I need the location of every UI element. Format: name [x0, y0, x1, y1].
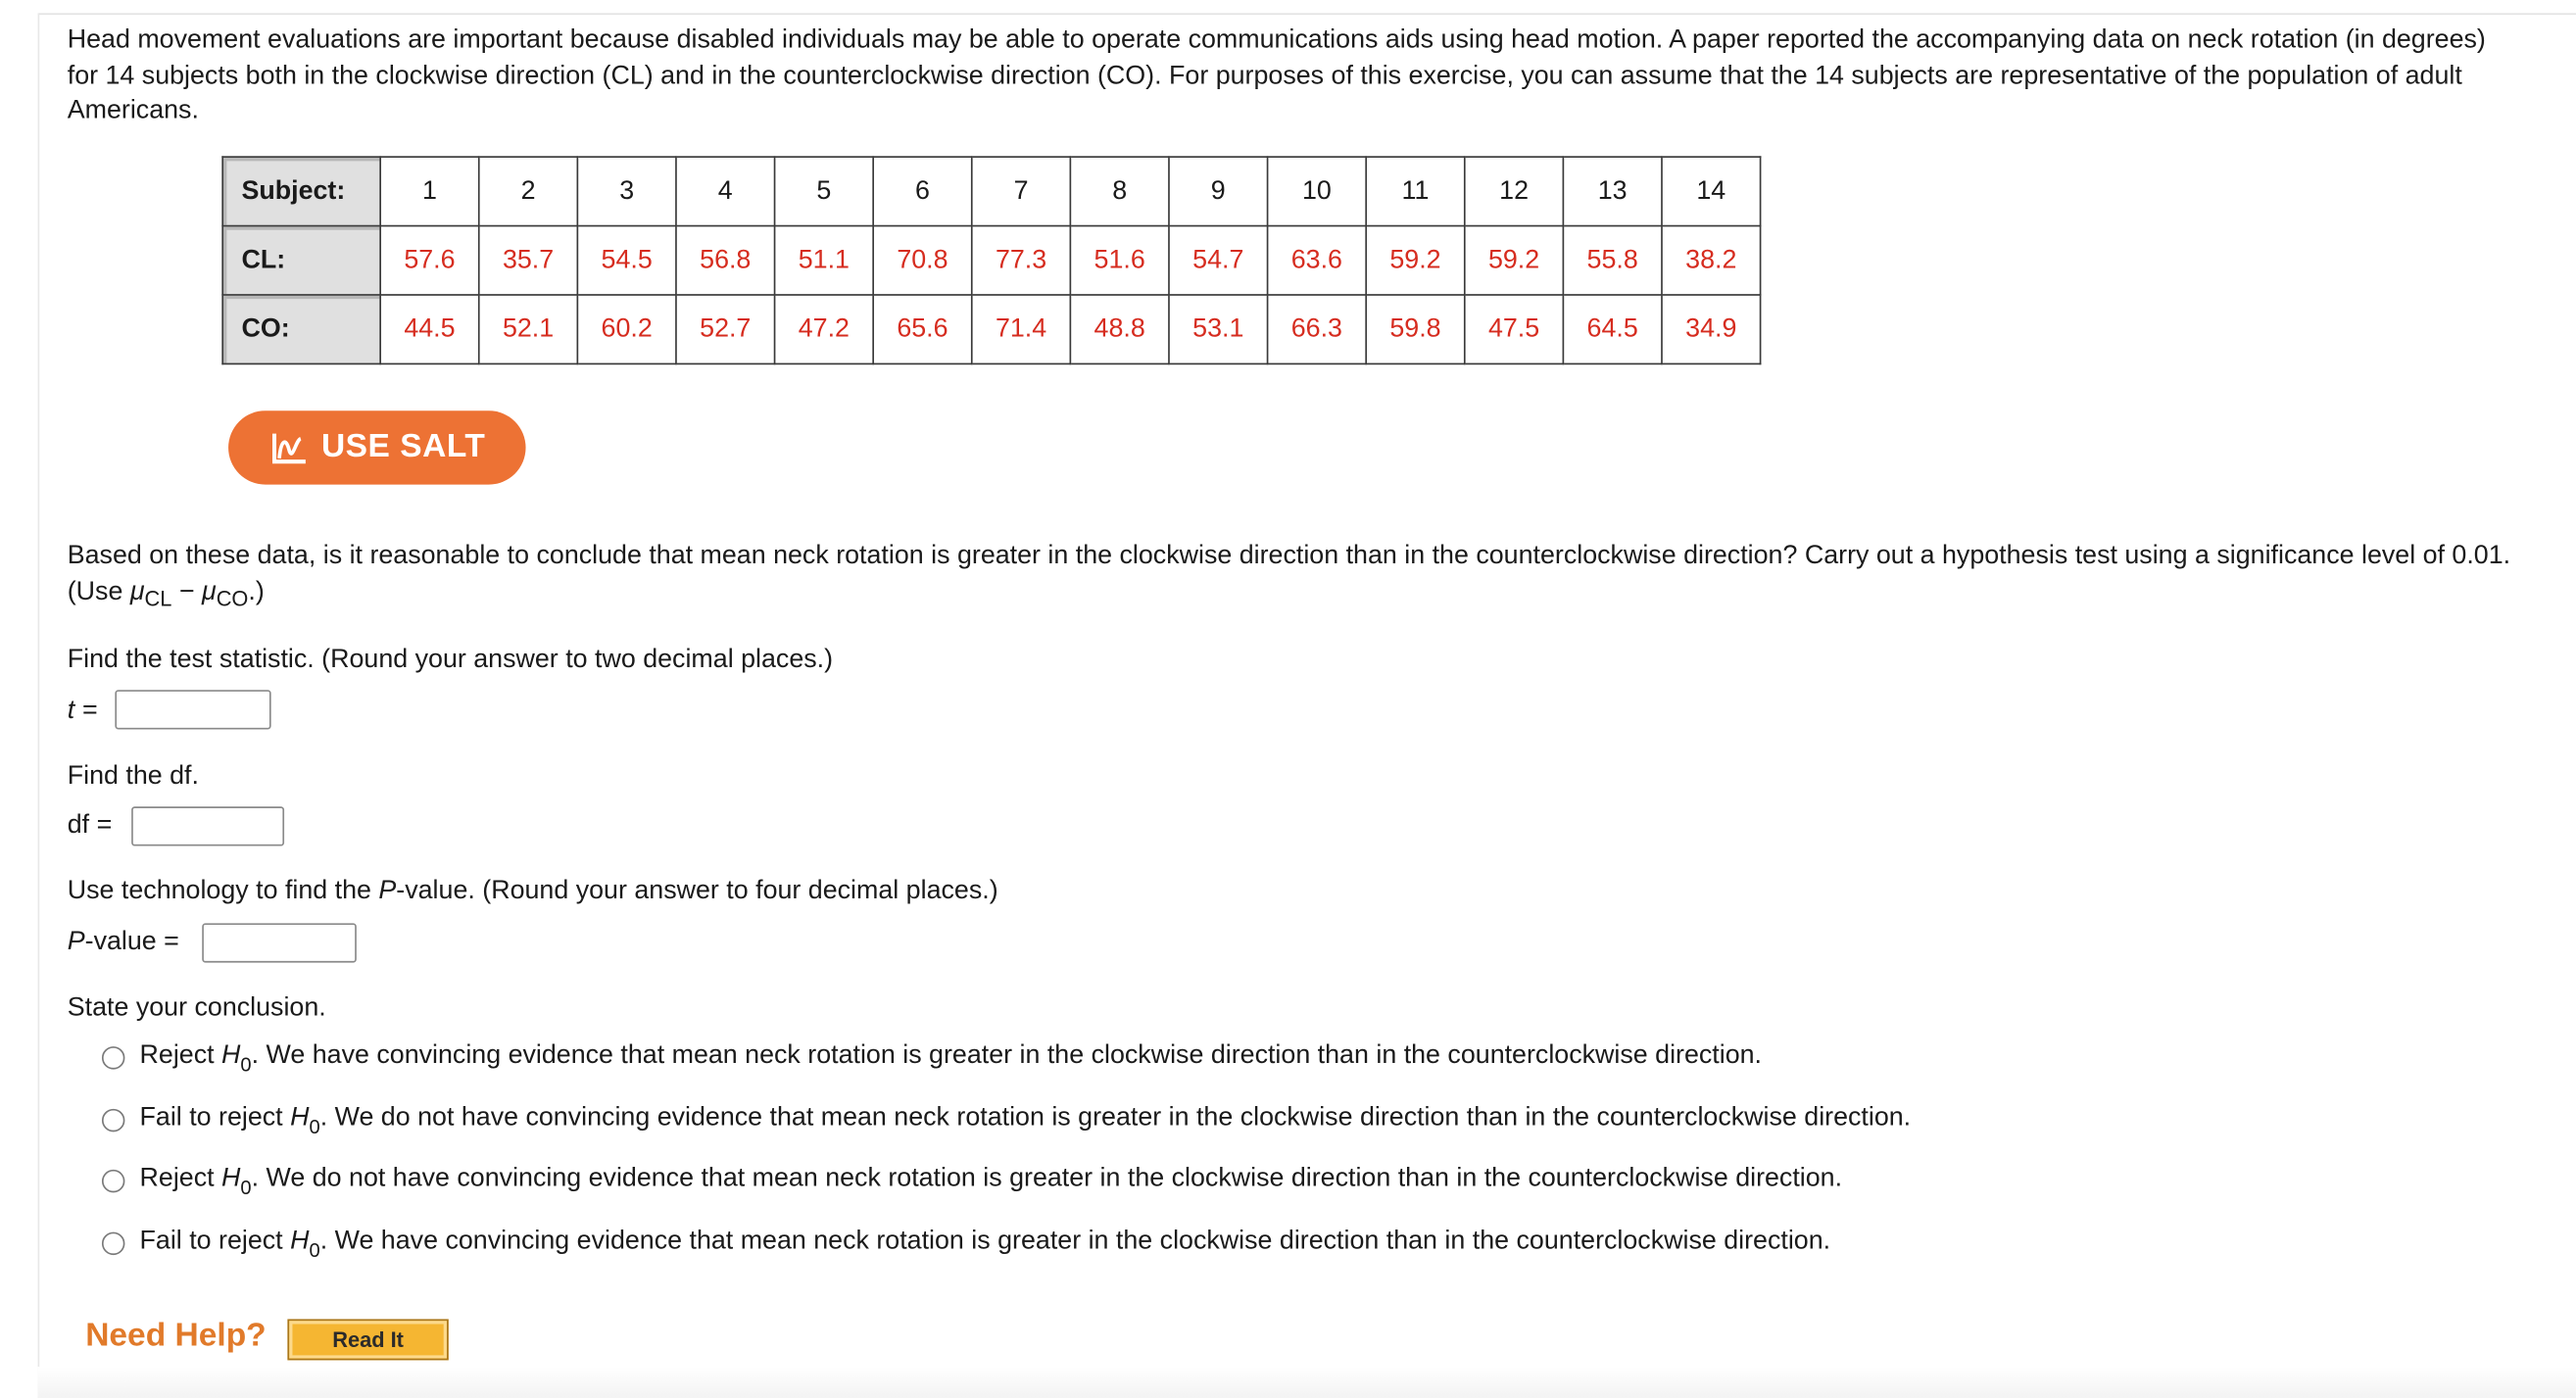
row-label-co: CO:: [222, 295, 380, 363]
read-it-button[interactable]: Read It: [287, 1319, 448, 1360]
row-label-cl: CL:: [222, 226, 380, 295]
co-value-cell: 53.1: [1169, 295, 1268, 363]
need-help-label: Need Help?: [85, 1317, 267, 1354]
cl-value-cell: 70.8: [873, 226, 972, 295]
radio-button[interactable]: [102, 1046, 124, 1069]
subject-cell: 11: [1366, 157, 1465, 225]
co-value-cell: 64.5: [1563, 295, 1662, 363]
option-label: Fail to reject $H_0$. We have convincing evidence that mean neck rotation is greater in the clockwise direction than in the counterclockwise direction.: [139, 1226, 1831, 1261]
cl-value-cell: 51.1: [775, 226, 874, 295]
co-value-cell: 52.1: [479, 295, 578, 363]
t-label: t =: [67, 696, 98, 725]
data-table: [221, 156, 1761, 364]
cl-value-cell: 59.2: [1465, 226, 1564, 295]
p-value-label: P-value =: [67, 928, 179, 956]
subject-cell: 6: [873, 157, 972, 225]
subject-cell: 2: [479, 157, 578, 225]
subject-cell: 1: [380, 157, 479, 225]
conclusion-option-4[interactable]: [102, 1228, 1830, 1261]
cl-value-cell: 55.8: [1563, 226, 1662, 295]
p-value-input[interactable]: [202, 923, 357, 962]
subject-cell: 8: [1070, 157, 1169, 225]
option-label: Reject $H_0$. We do not have convincing evidence that mean neck rotation is greater in the clockwise direction than in the counterclockwise direction.: [139, 1164, 1843, 1199]
problem-intro-text: Head movement evaluations are important because disabled individuals may be able to operate communications aids using head motion. A paper reported the accompanying data on neck rotation (in degrees) for 14 subjects both in the clockwise direction (CL) and in the counterclockwise direction (CO). For purposes of this exercise, you can assume that the 14 subjects are representative of the population of adult Americans.: [67, 25, 2486, 125]
cl-value-cell: 35.7: [479, 226, 578, 295]
subject-cell: 13: [1563, 157, 1662, 225]
subject-cell: 5: [775, 157, 874, 225]
cl-value-cell: 38.2: [1662, 226, 1761, 295]
co-value-cell: 44.5: [380, 295, 479, 363]
conclusion-option-2[interactable]: [102, 1104, 1911, 1137]
t-statistic-input[interactable]: [115, 690, 270, 729]
cl-value-cell: 63.6: [1268, 226, 1367, 295]
radio-button[interactable]: [102, 1232, 124, 1255]
co-value-cell: 71.4: [972, 295, 1071, 363]
df-input[interactable]: [131, 806, 284, 845]
p-value-prompt: Use technology to find the P-value. (Round your answer to four decimal places.): [67, 877, 998, 905]
radio-button[interactable]: [102, 1170, 124, 1192]
co-value-cell: 34.9: [1662, 295, 1761, 363]
co-value-cell: 60.2: [577, 295, 676, 363]
conclusion-option-1[interactable]: [102, 1041, 1762, 1075]
subject-cell: 4: [676, 157, 775, 225]
cl-value-cell: 77.3: [972, 226, 1071, 295]
co-row: [222, 295, 1760, 363]
cl-row: [222, 226, 1760, 295]
subject-cell: 9: [1169, 157, 1268, 225]
co-value-cell: 47.5: [1465, 295, 1564, 363]
cl-value-cell: 56.8: [676, 226, 775, 295]
subject-cell: 14: [1662, 157, 1761, 225]
option-label: Reject $H_0$. We have convincing evidence that mean neck rotation is greater in the clockwise direction than in the counterclockwise direction.: [139, 1040, 1763, 1076]
conclusion-option-3[interactable]: [102, 1165, 1842, 1198]
cl-value-cell: 51.6: [1070, 226, 1169, 295]
option-label: Fail to reject $H_0$. We do not have convincing evidence that mean neck rotation is greater in the clockwise direction than in the counterclockwise direction.: [139, 1102, 1912, 1138]
use-salt-button[interactable]: [228, 410, 525, 484]
df-prompt: Find the df.: [67, 762, 199, 791]
cl-value-cell: 54.5: [577, 226, 676, 295]
subject-cell: 7: [972, 157, 1071, 225]
cl-value-cell: 57.6: [380, 226, 479, 295]
conclusion-prompt: State your conclusion.: [67, 993, 326, 1022]
co-value-cell: 59.8: [1366, 295, 1465, 363]
salt-chart-icon: [268, 429, 308, 465]
panel-top-border: [38, 13, 2576, 15]
df-label: df =: [67, 811, 113, 840]
co-value-cell: 48.8: [1070, 295, 1169, 363]
co-value-cell: 47.2: [775, 295, 874, 363]
cl-value-cell: 54.7: [1169, 226, 1268, 295]
subject-cell: 12: [1465, 157, 1564, 225]
co-value-cell: 66.3: [1268, 295, 1367, 363]
subject-row: [222, 157, 1760, 225]
test-statistic-prompt: Find the test statistic. (Round your answer to two decimal places.): [67, 645, 834, 674]
panel-bottom-shade: [38, 1367, 2576, 1398]
use-salt-label: USE SALT: [320, 428, 486, 465]
question-text: Based on these data, is it reasonable to conclude that mean neck rotation is greater in the clockwise direction than in the counterclockwise direction? Carry out a hypothesis test using a significance level of 0.01. (Use $\mu_{CL} - \mu_{CO}$.): [67, 542, 2511, 610]
radio-button[interactable]: [102, 1109, 124, 1132]
subject-cell: 3: [577, 157, 676, 225]
co-value-cell: 52.7: [676, 295, 775, 363]
cl-value-cell: 59.2: [1366, 226, 1465, 295]
subject-cell: 10: [1268, 157, 1367, 225]
row-label-subject: Subject:: [222, 157, 380, 225]
co-value-cell: 65.6: [873, 295, 972, 363]
panel-left-border: [38, 13, 40, 1398]
